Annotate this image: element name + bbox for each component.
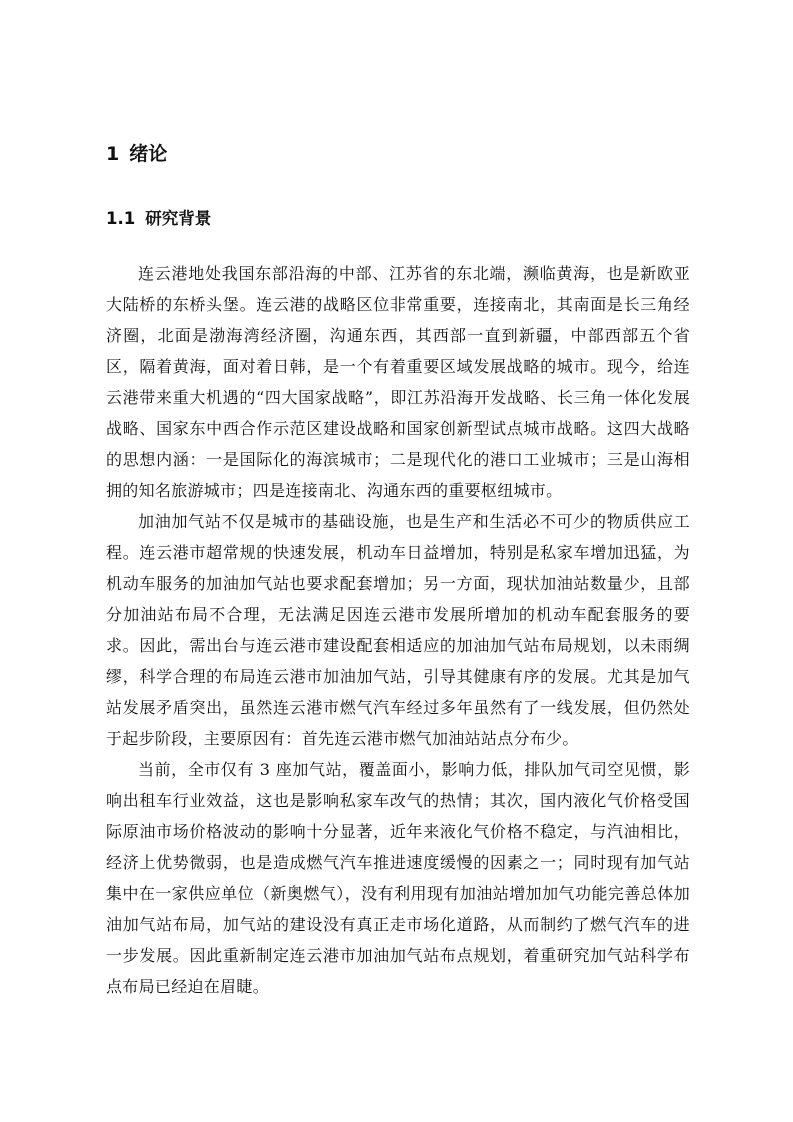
chapter-heading bbox=[106, 140, 167, 168]
section-title: 研究背景 bbox=[145, 209, 212, 228]
paragraph: 当前，全市仅有 3 座加气站，覆盖面小，影响力低，排队加气司空见惯，影响出租车行业效益，这也是影响私家车改气的热情；其次，国内液化气价格受国际原油市场价格波动的影响十分显著，近年来液化气价格不稳定，与汽油相比，经济上优势微弱，也是造成燃气汽车推进速度缓慢的因素之一；同时现有加气站集中在一家供应单位（新奥燃气），没有利用现有加油站增加加气功能完善总体加油加气站布局，加气站的建设没有真正走市场化道路，从而制约了燃气汽车的进一步发展。因此重新制定连云港市加油加气站布点规划，着重研究加气站科学布点布局已经迫在眉睫。 bbox=[106, 760, 690, 996]
chapter-number: 1 bbox=[106, 143, 120, 165]
section-number: 1.1 bbox=[106, 209, 136, 228]
paragraph: 加油加气站不仅是城市的基础设施，也是生产和生活必不可少的物质供应工程。连云港市超常规的快速发展，机动车日益增加，特别是私家车增加迅猛，为机动车服务的加油加气站也要求配套增加；另一方面，现状加油站数量少，且部分加油站布局不合理，无法满足因连云港市发展所增加的机动车配套服务的要求。因此，需出台与连云港市建设配套相适应的加油加气站布局规划，以未雨绸缪，科学合理的布局连云港市加油加气站，引导其健康有序的发展。尤其是加气站发展矛盾突出，虽然连云港市燃气汽车经过多年虽然有了一线发展，但仍然处于起步阶段，主要原因有：首先连云港市燃气加油站站点分布少。 bbox=[106, 512, 690, 748]
paragraph: 连云港地处我国东部沿海的中部、江苏省的东北端，濒临黄海，也是新欧亚大陆桥的东桥头堡。连云港的战略区位非常重要，连接南北，其南面是长三角经济圈，北面是渤海湾经济圈，沟通东西，其西部一直到新疆，中部西部五个省区，隔着黄海，面对着日韩，是一个有着重要区域发展战略的城市。现今，给连云港带来重大机遇的“四大国家战略”，即江苏沿海开发战略、长三角一体化发展战略、国家东中西合作示范区建设战略和国家创新型试点城市战略。这四大战略的思想内涵：一是国际化的海滨城市；二是现代化的港口工业城市；三是山海相拥的知名旅游城市；四是连接南北、沟通东西的重要枢纽城市。 bbox=[106, 264, 690, 500]
chapter-title: 绪论 bbox=[129, 143, 168, 165]
section-heading bbox=[106, 206, 211, 232]
body-text bbox=[106, 258, 690, 1002]
